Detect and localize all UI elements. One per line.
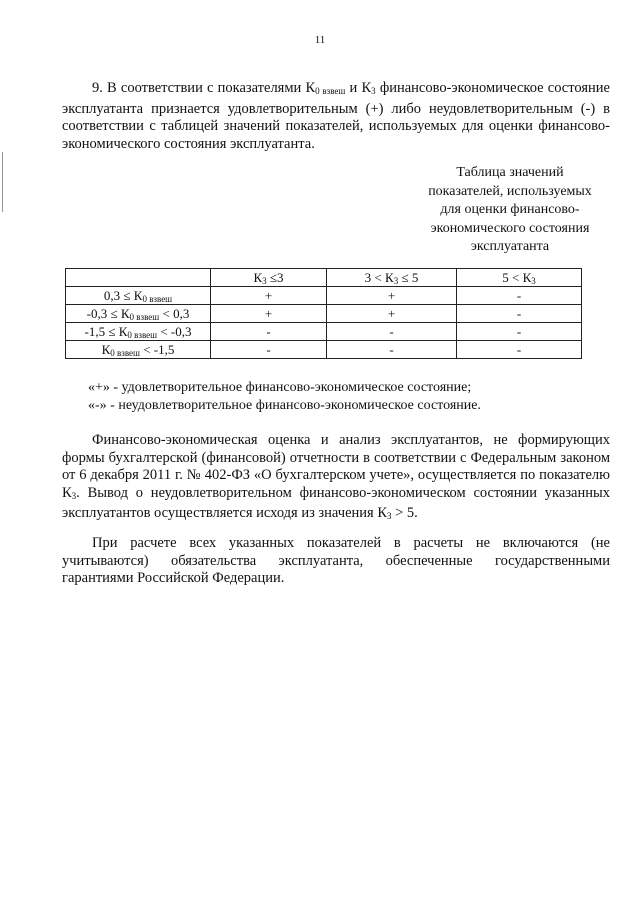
paragraph-criteria	[62, 80, 610, 153]
p1-text-a: 9. В соответствии с показателями К	[92, 80, 316, 96]
table-row	[66, 323, 582, 341]
p1-sub-a: 0 взвеш	[315, 86, 346, 96]
p1-text-c: финансово-экономическое состояние эксплуатанта признается удовлетворительным (+) либо неудовлетворительным (-) в соответствии с таблицей значений показателей, используемых для оценки финансово-экономического состояния эксплуатанта.	[62, 80, 610, 152]
table-cell: +	[327, 287, 457, 305]
table-cell: -	[457, 341, 582, 359]
values-table	[65, 268, 582, 359]
table-cell: -	[327, 323, 457, 341]
p3-text: При расчете всех указанных показателей в расчеты не включаются (не учитываются) обязательства эксплуатанта, обеспеченные государственными гарантиями Российской Федерации.	[62, 535, 610, 586]
table-cell: -	[327, 341, 457, 359]
table-row	[66, 287, 582, 305]
table-cell: -	[211, 341, 327, 359]
caption-line: для оценки финансово-	[440, 202, 580, 217]
caption-line: Таблица значений	[456, 165, 564, 180]
legend-plus: «+» - удовлетворительное финансово-экономическое состояние;	[88, 380, 472, 395]
table-cell: -	[457, 305, 582, 323]
p2-text-b: . Вывод о неудовлетворительном финансово-экономическом состоянии указанных эксплуатантов осуществляется исходя из значения К	[62, 484, 610, 521]
table-cell: -	[457, 323, 582, 341]
p2-sub-b: 3	[387, 511, 392, 521]
table-row	[66, 305, 582, 323]
p2-sub-a: 3	[71, 490, 77, 501]
row-label: $0,3 \le К_{0 взвеш}$	[66, 287, 211, 305]
row-label: $-0,3 \le К_{0 взвеш} < 0,3$	[66, 305, 211, 323]
p1-sub-b: 3	[371, 86, 376, 96]
p2-text-c: > 5.	[391, 505, 418, 521]
p2-text-a: Финансово-экономическая оценка и анализ эксплуатантов, не формирующих формы бухгалтерской (финансовой) отчетности в соответствии с Федеральным законом от 6 декабря 2011 г. № 402-ФЗ «О бухгалтерском учете», осуществляется по показателю К	[62, 432, 610, 501]
legend-minus: «-» - неудовлетворительное финансово-экономическое состояние.	[88, 398, 481, 413]
table-cell: +	[211, 287, 327, 305]
row-label: $К_{0 взвеш} < -1,5$	[66, 341, 211, 359]
header-cell: $5 < К_3$	[457, 269, 582, 287]
table-caption	[410, 164, 610, 257]
caption-line: эксплуатанта	[470, 239, 550, 254]
header-cell: $К_3 \le 3$	[211, 269, 327, 287]
header-cell-empty	[66, 269, 211, 287]
paragraph-exclusions	[62, 535, 610, 588]
paragraph-assessment	[62, 432, 610, 526]
table-cell: +	[211, 305, 327, 323]
row-label: $-1,5 \le К_{0 взвеш} < -0,3$	[66, 323, 211, 341]
table-cell: +	[327, 305, 457, 323]
page-number: 11	[314, 34, 326, 46]
p1-text-b: и К	[345, 80, 372, 96]
caption-line: экономического состояния	[430, 220, 590, 236]
table-row	[66, 341, 582, 359]
table-cell: -	[457, 287, 582, 305]
table-cell: -	[211, 323, 327, 341]
table-header-row	[66, 269, 582, 287]
header-cell: $3 < К_3 \le 5$	[327, 269, 457, 287]
scan-margin-mark	[2, 152, 3, 212]
caption-line: показателей, используемых	[428, 183, 592, 199]
